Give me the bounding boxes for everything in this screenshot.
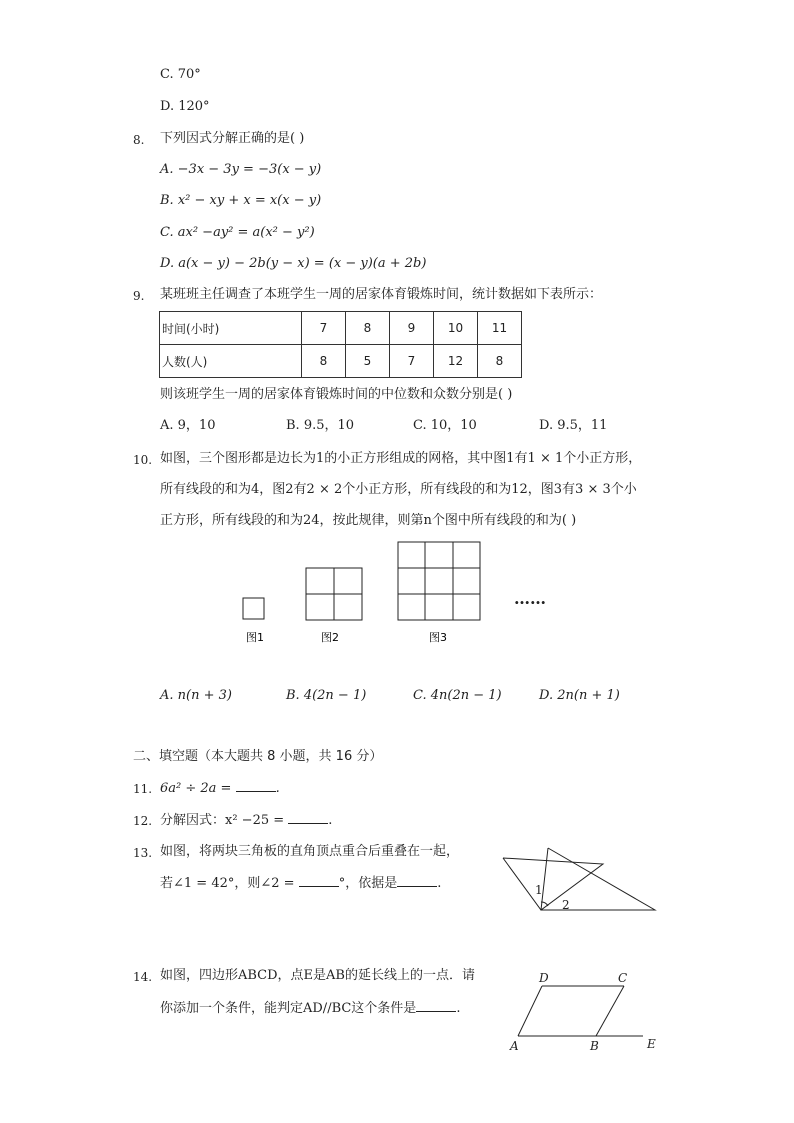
table-cell: 12 — [434, 345, 478, 378]
point-d-label: D — [539, 971, 549, 985]
q9-option-a: A. 9，10 — [160, 418, 216, 433]
q13-number: 13. — [133, 846, 153, 860]
q9-number: 9. — [133, 289, 145, 303]
q8-option-a: A. −3x − 3y = −3(x − y) — [160, 162, 322, 177]
q8-number: 8. — [133, 133, 145, 147]
table-cell: 11 — [478, 312, 522, 345]
table-cell: 8 — [346, 312, 390, 345]
q7-option-c: C. 70° — [160, 67, 201, 82]
q10-line2: 所有线段的和为4，图2有2 × 2个小正方形，所有线段的和为12，图3有3 × 3个小 — [160, 482, 637, 497]
q14-number: 14. — [133, 970, 153, 984]
q13-line2-part3: . — [437, 876, 442, 891]
table-cell: 时间(小时) — [160, 312, 302, 345]
q13-line2-part2: °，依据是 — [338, 876, 398, 891]
q9-option-c: C. 10，10 — [413, 418, 477, 433]
q13-line2-part1: 若∠1 = 42°，则∠2 = — [160, 876, 299, 891]
q12-expression: 分解因式：x² −25 = — [160, 813, 289, 828]
table-cell: 7 — [390, 345, 434, 378]
angle-1-label: 1 — [535, 883, 543, 897]
q11-end: . — [275, 781, 280, 796]
q10-line3: 正方形，所有线段的和为24，按此规律，则第n个图中所有线段的和为( ) — [160, 513, 577, 528]
q9-option-d: D. 9.5，11 — [539, 418, 608, 433]
table-cell: 8 — [302, 345, 346, 378]
q10-option-a: A. n(n + 3) — [160, 688, 232, 703]
fig3-label: 图3 — [429, 631, 447, 644]
q11-expression: 6a² ÷ 2a = — [160, 781, 236, 796]
fig1-label: 图1 — [246, 631, 264, 644]
q10-option-c: C. 4n(2n − 1) — [413, 688, 502, 703]
q8-option-d: D. a(x − y) − 2b(y − x) = (x − y)(a + 2b) — [160, 256, 427, 271]
ellipsis: …… — [514, 589, 546, 608]
table-cell: 10 — [434, 312, 478, 345]
angle-2-label: 2 — [562, 898, 570, 912]
q12-number: 12. — [133, 814, 153, 828]
q10-line1: 如图，三个图形都是边长为1的小正方形组成的网格，其中图1有1 × 1个小正方形， — [160, 451, 642, 466]
q9-stem: 某班班主任调查了本班学生一周的居家体育锻炼时间，统计数据如下表所示： — [160, 287, 603, 302]
q13-line1: 如图，将两块三角板的直角顶点重合后重叠在一起， — [160, 844, 460, 859]
table-cell: 5 — [346, 345, 390, 378]
table-cell: 7 — [302, 312, 346, 345]
table-cell: 人数(人) — [160, 345, 302, 378]
q8-option-c: C. ax² −ay² = a(x² − y²) — [160, 225, 315, 240]
q14-line2-end: . — [456, 1001, 461, 1016]
table-cell: 8 — [478, 345, 522, 378]
q9-option-b: B. 9.5，10 — [286, 418, 355, 433]
fig2-label: 图2 — [321, 631, 339, 644]
q10-number: 10. — [133, 453, 153, 467]
q14-line1: 如图，四边形ABCD，点E是AB的延长线上的一点．请 — [160, 968, 475, 983]
q9-after-table: 则该班学生一周的居家体育锻炼时间的中位数和众数分别是( ) — [160, 387, 513, 402]
point-e-label: E — [647, 1037, 656, 1051]
q14-line2-text: 你添加一个条件，能判定AD//BC这个条件是 — [160, 1001, 417, 1016]
point-a-label: A — [510, 1039, 519, 1053]
table-cell: 9 — [390, 312, 434, 345]
q8-option-b: B. x² − xy + x = x(x − y) — [160, 193, 322, 208]
q10-option-d: D. 2n(n + 1) — [539, 688, 620, 703]
q7-option-d: D. 120° — [160, 99, 210, 114]
q10-option-b: B. 4(2n − 1) — [286, 688, 367, 703]
point-c-label: C — [618, 971, 628, 985]
point-b-label: B — [590, 1039, 599, 1053]
q11-number: 11. — [133, 782, 153, 796]
section-title: 二、填空题（本大题共 8 小题，共 16 分） — [133, 749, 383, 764]
q12-end: . — [328, 813, 333, 828]
q8-stem: 下列因式分解正确的是( ) — [160, 131, 305, 146]
